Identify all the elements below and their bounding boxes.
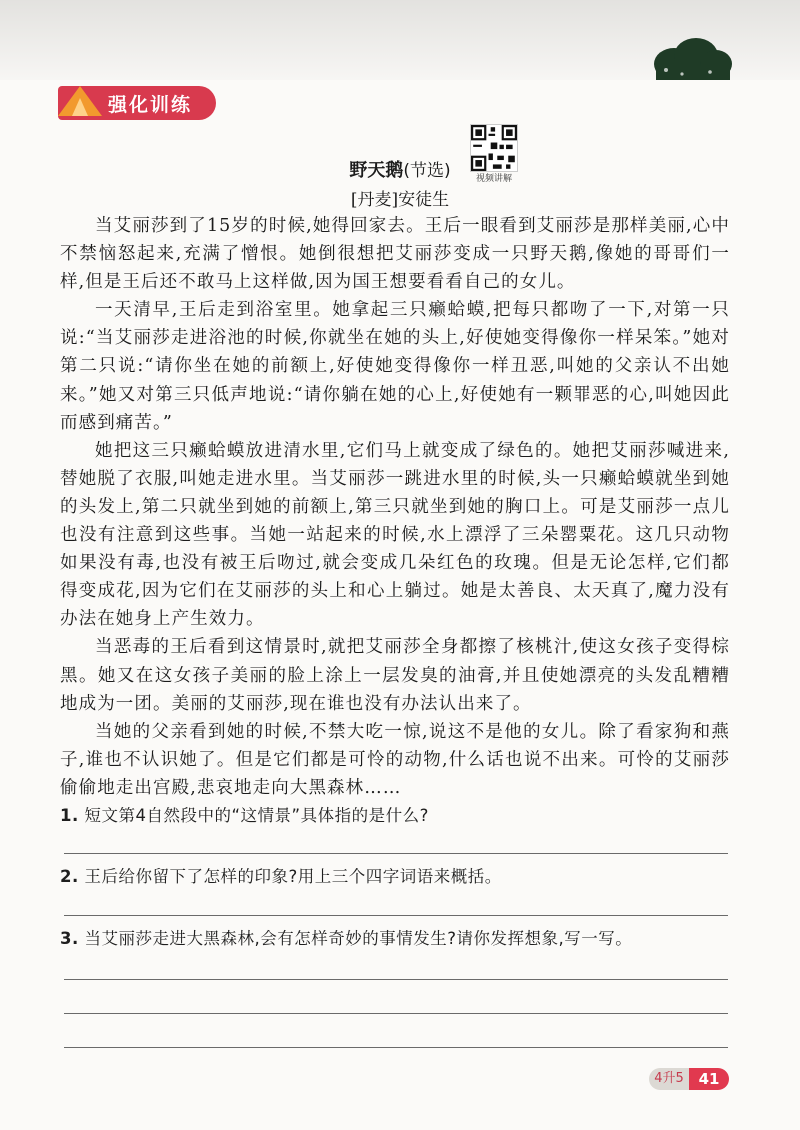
- paragraph: 当恶毒的王后看到这情景时,就把艾丽莎全身都擦了核桃汁,使这女孩子变得棕黑。她又在这女孩子美丽的脸上涂上一层发臭的油膏,并且使她漂亮的头发乱糟糟地成为一团。美丽的艾丽莎,现在谁也没有办法认出来了。: [60, 637, 730, 714]
- answer-line[interactable]: [64, 1013, 728, 1014]
- article-body: [60, 212, 730, 802]
- question-text: 王后给你留下了怎样的印象?用上三个四字词语来概括。: [84, 867, 502, 886]
- page-badge: [649, 1068, 729, 1090]
- article-author: [丹麦]安徒生: [350, 190, 450, 210]
- answer-line[interactable]: [64, 1047, 728, 1048]
- question-text: 当艾丽莎走进大黑森林,会有怎样奇妙的事情发生?请你发挥想象,写一写。: [84, 929, 633, 948]
- question-number: 1.: [60, 806, 79, 825]
- question-text: 短文第4自然段中的“这情景”具体指的是什么?: [84, 806, 429, 825]
- paragraph: 当她的父亲看到她的时候,不禁大吃一惊,说这不是他的女儿。除了看家狗和燕子,谁也不认识她了。但是它们都是可怜的动物,什么话也说不出来。可怜的艾丽莎偷偷地走出宫殿,悲哀地走向大黑森林……: [60, 721, 730, 798]
- paragraph: 当艾丽莎到了15岁的时候,她得回家去。王后一眼看到艾丽莎是那样美丽,心中不禁恼怒起来,充满了憎恨。她倒很想把艾丽莎变成一只野天鹅,像她的哥哥们一样,但是王后还不敢马上这样做,因为国王想要看看自己的女儿。: [60, 216, 730, 293]
- answer-line[interactable]: [64, 915, 728, 916]
- grade-label: 4升5: [649, 1068, 689, 1090]
- qr-caption: 视频讲解: [475, 174, 512, 184]
- article-title: [0, 156, 800, 182]
- tent-icon: [54, 82, 104, 120]
- question-number: 3.: [60, 929, 79, 948]
- section-label: 强化训练: [108, 93, 193, 116]
- article-title-main: 野天鹅: [349, 160, 404, 181]
- bush-illustration: [652, 36, 732, 80]
- paragraph: 一天清早,王后走到浴室里。她拿起三只癞蛤蟆,把每只都吻了一下,对第一只说:“当艾丽莎走进浴池的时候,你就坐在她的头上,好使她变得像你一样呆笨。”她对第二只说:“请你坐在她的前额上,好使她变得像你一样丑恶,叫她的父亲认不出她来。”她又对第三只低声地说:“请你躺在她的心上,好使她有一颗罪恶的心,叫她因此而感到痛苦。”: [60, 300, 730, 433]
- question-2: [60, 863, 740, 887]
- paragraph: 她把这三只癞蛤蟆放进清水里,它们马上就变成了绿色的。她把艾丽莎喊进来,替她脱了衣服,叫她走进水里。当艾丽莎一跳进水里的时候,头一只癞蛤蟆就坐到她的头发上,第二只就坐到她的前额上,第三只就坐到她的胸口上。可是艾丽莎一点儿也没有注意到这些事。当她一站起来的时候,水上漂浮了三朵罂粟花。这几只动物如果没有毒,也没有被王后吻过,就会变成几朵红色的玫瑰。但是无论怎样,它们都得变成花,因为它们在艾丽莎的头上和心上躺过。她是太善良、太天真了,魔力没有办法在她身上产生效力。: [60, 440, 730, 630]
- answer-line[interactable]: [64, 853, 728, 854]
- page-number: 41: [689, 1068, 729, 1090]
- question-1: [60, 802, 740, 826]
- section-tag: [58, 86, 216, 120]
- article-title-sub: (节选): [403, 161, 451, 181]
- answer-line[interactable]: [64, 979, 728, 980]
- question-3: [60, 925, 740, 949]
- question-number: 2.: [60, 867, 79, 886]
